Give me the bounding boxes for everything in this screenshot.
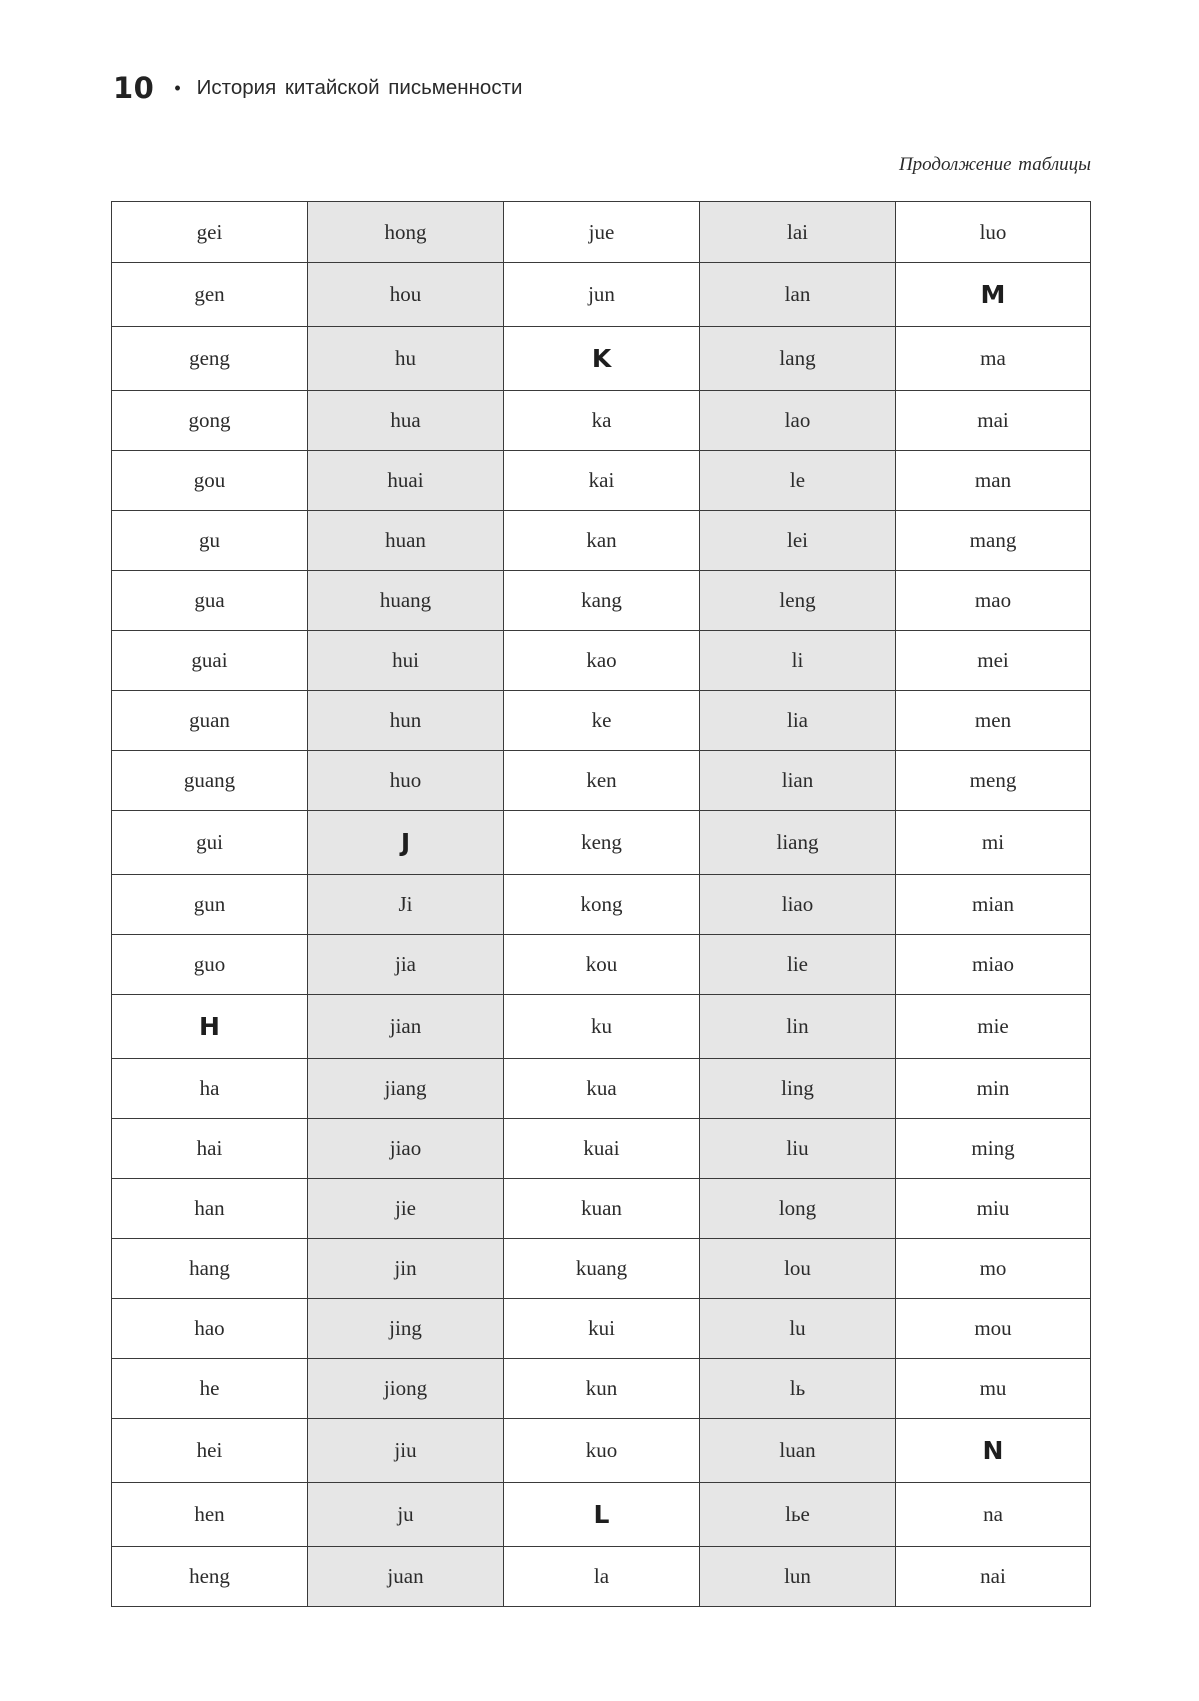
syllable-cell: gu xyxy=(112,511,308,571)
syllable-cell: nai xyxy=(896,1547,1091,1607)
syllable-cell: miu xyxy=(896,1179,1091,1239)
table-row xyxy=(112,875,1091,935)
syllable-cell: lь xyxy=(700,1359,896,1419)
table-row xyxy=(112,263,1091,327)
syllable-cell: long xyxy=(700,1179,896,1239)
syllable-cell: man xyxy=(896,451,1091,511)
section-letter-cell: J xyxy=(308,811,504,875)
syllable-cell: lian xyxy=(700,751,896,811)
syllable-cell: lei xyxy=(700,511,896,571)
syllable-cell: kuai xyxy=(504,1119,700,1179)
section-letter-cell: K xyxy=(504,327,700,391)
table-row xyxy=(112,1059,1091,1119)
syllable-cell: lie xyxy=(700,935,896,995)
syllable-cell: hou xyxy=(308,263,504,327)
table-row xyxy=(112,995,1091,1059)
syllable-cell: jia xyxy=(308,935,504,995)
syllable-cell: lun xyxy=(700,1547,896,1607)
syllable-cell: huai xyxy=(308,451,504,511)
syllable-cell: liao xyxy=(700,875,896,935)
table-row xyxy=(112,1359,1091,1419)
syllable-cell: le xyxy=(700,451,896,511)
syllable-cell: gua xyxy=(112,571,308,631)
syllable-cell: hei xyxy=(112,1419,308,1483)
syllable-cell: gong xyxy=(112,391,308,451)
syllable-cell: jue xyxy=(504,202,700,263)
table-row xyxy=(112,1483,1091,1547)
syllable-cell: kao xyxy=(504,631,700,691)
syllable-cell: geng xyxy=(112,327,308,391)
syllable-cell: kang xyxy=(504,571,700,631)
syllable-cell: ke xyxy=(504,691,700,751)
syllable-cell: kuo xyxy=(504,1419,700,1483)
syllable-cell: mie xyxy=(896,995,1091,1059)
syllable-cell: gui xyxy=(112,811,308,875)
syllable-cell: lia xyxy=(700,691,896,751)
syllable-cell: gen xyxy=(112,263,308,327)
table-body xyxy=(112,202,1091,1607)
table-row xyxy=(112,751,1091,811)
table-row xyxy=(112,511,1091,571)
syllable-cell: lao xyxy=(700,391,896,451)
syllable-cell: men xyxy=(896,691,1091,751)
syllable-cell: jun xyxy=(504,263,700,327)
table-row xyxy=(112,1547,1091,1607)
syllable-cell: guo xyxy=(112,935,308,995)
book-title: История китайской письменности xyxy=(196,76,523,99)
syllable-cell: kuang xyxy=(504,1239,700,1299)
table-row xyxy=(112,1119,1091,1179)
syllable-cell: mai xyxy=(896,391,1091,451)
syllable-cell: ling xyxy=(700,1059,896,1119)
syllable-cell: lai xyxy=(700,202,896,263)
syllable-cell: huo xyxy=(308,751,504,811)
syllable-cell: kui xyxy=(504,1299,700,1359)
syllable-cell: mao xyxy=(896,571,1091,631)
syllable-cell: ken xyxy=(504,751,700,811)
syllable-cell: keng xyxy=(504,811,700,875)
syllable-cell: lin xyxy=(700,995,896,1059)
syllable-cell: kun xyxy=(504,1359,700,1419)
syllable-cell: ku xyxy=(504,995,700,1059)
syllable-cell: hong xyxy=(308,202,504,263)
syllable-cell: juan xyxy=(308,1547,504,1607)
syllable-cell: mang xyxy=(896,511,1091,571)
syllable-cell: jiu xyxy=(308,1419,504,1483)
syllable-cell: gou xyxy=(112,451,308,511)
syllable-cell: kou xyxy=(504,935,700,995)
syllable-cell: ming xyxy=(896,1119,1091,1179)
section-letter-cell: M xyxy=(896,263,1091,327)
syllable-cell: leng xyxy=(700,571,896,631)
syllable-cell: liang xyxy=(700,811,896,875)
syllable-cell: huang xyxy=(308,571,504,631)
table-row xyxy=(112,571,1091,631)
syllable-cell: min xyxy=(896,1059,1091,1119)
pinyin-syllable-table xyxy=(111,201,1091,1607)
syllable-cell: mi xyxy=(896,811,1091,875)
syllable-cell: mu xyxy=(896,1359,1091,1419)
syllable-cell: ju xyxy=(308,1483,504,1547)
syllable-cell: hui xyxy=(308,631,504,691)
syllable-cell: he xyxy=(112,1359,308,1419)
table-row xyxy=(112,811,1091,875)
running-header xyxy=(113,68,522,108)
syllable-cell: jiao xyxy=(308,1119,504,1179)
syllable-cell: Ji xyxy=(308,875,504,935)
syllable-cell: jiang xyxy=(308,1059,504,1119)
table-row xyxy=(112,1179,1091,1239)
syllable-cell: hao xyxy=(112,1299,308,1359)
section-letter-cell: N xyxy=(896,1419,1091,1483)
syllable-cell: hua xyxy=(308,391,504,451)
syllable-cell: lье xyxy=(700,1483,896,1547)
syllable-cell: hang xyxy=(112,1239,308,1299)
syllable-cell: mo xyxy=(896,1239,1091,1299)
syllable-cell: guang xyxy=(112,751,308,811)
syllable-cell: jiong xyxy=(308,1359,504,1419)
syllable-cell: guai xyxy=(112,631,308,691)
syllable-cell: hen xyxy=(112,1483,308,1547)
syllable-cell: heng xyxy=(112,1547,308,1607)
section-letter-cell: H xyxy=(112,995,308,1059)
syllable-cell: ka xyxy=(504,391,700,451)
syllable-cell: miao xyxy=(896,935,1091,995)
table-row xyxy=(112,451,1091,511)
syllable-cell: jing xyxy=(308,1299,504,1359)
syllable-cell: lou xyxy=(700,1239,896,1299)
syllable-cell: kuan xyxy=(504,1179,700,1239)
syllable-cell: jin xyxy=(308,1239,504,1299)
table-row xyxy=(112,327,1091,391)
table-row xyxy=(112,202,1091,263)
syllable-cell: kai xyxy=(504,451,700,511)
syllable-cell: hun xyxy=(308,691,504,751)
syllable-cell: mou xyxy=(896,1299,1091,1359)
section-letter-cell: L xyxy=(504,1483,700,1547)
syllable-cell: guan xyxy=(112,691,308,751)
syllable-cell: lang xyxy=(700,327,896,391)
syllable-cell: lan xyxy=(700,263,896,327)
syllable-cell: kan xyxy=(504,511,700,571)
table-row xyxy=(112,935,1091,995)
syllable-cell: mei xyxy=(896,631,1091,691)
syllable-cell: meng xyxy=(896,751,1091,811)
syllable-cell: mian xyxy=(896,875,1091,935)
syllable-cell: ma xyxy=(896,327,1091,391)
syllable-cell: luo xyxy=(896,202,1091,263)
table-row xyxy=(112,631,1091,691)
syllable-cell: lu xyxy=(700,1299,896,1359)
syllable-cell: gun xyxy=(112,875,308,935)
header-separator: • xyxy=(174,77,181,98)
syllable-cell: gei xyxy=(112,202,308,263)
syllable-cell: hai xyxy=(112,1119,308,1179)
page-number: 10 xyxy=(113,71,155,105)
syllable-cell: ha xyxy=(112,1059,308,1119)
syllable-cell: jian xyxy=(308,995,504,1059)
table-row xyxy=(112,1419,1091,1483)
syllable-cell: hu xyxy=(308,327,504,391)
syllable-cell: han xyxy=(112,1179,308,1239)
syllable-cell: luan xyxy=(700,1419,896,1483)
table-row xyxy=(112,1299,1091,1359)
syllable-cell: huan xyxy=(308,511,504,571)
syllable-cell: jie xyxy=(308,1179,504,1239)
syllable-cell: kua xyxy=(504,1059,700,1119)
table-row xyxy=(112,391,1091,451)
table-row xyxy=(112,691,1091,751)
syllable-cell: liu xyxy=(700,1119,896,1179)
syllable-cell: li xyxy=(700,631,896,691)
table-caption: Продолжение таблицы xyxy=(898,154,1091,175)
table-row xyxy=(112,1239,1091,1299)
syllable-cell: na xyxy=(896,1483,1091,1547)
syllable-cell: la xyxy=(504,1547,700,1607)
syllable-cell: kong xyxy=(504,875,700,935)
